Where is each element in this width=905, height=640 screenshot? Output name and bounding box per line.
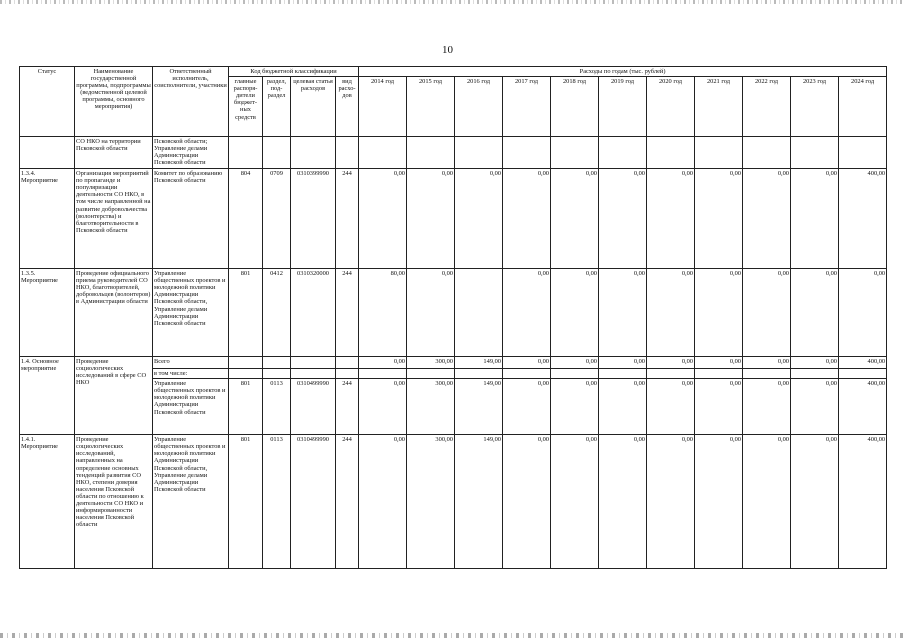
value-cell: 0,00 [599,435,647,569]
kind-cell: 244 [336,269,359,357]
header-target: целевая статья расходов [291,77,336,137]
header-year: 2021 год [695,77,743,137]
value-cell: 0,00 [503,169,551,269]
header-executor: Ответственный исполнитель, соисполнители, участники [153,67,229,137]
section-cell: 0113 [263,379,291,435]
header-year: 2017 год [503,77,551,137]
header-year: 2019 год [599,77,647,137]
section-cell [263,137,291,169]
grbs-cell: 801 [229,435,263,569]
target-cell [291,137,336,169]
table-row [20,137,887,169]
value-cell: 400,00 [839,169,887,269]
target-cell: 0310320000 [291,269,336,357]
header-expenses: Расходы по годам (тыс. рублей) [359,67,887,77]
scan-artifact-top [0,0,905,4]
value-cell: 0,00 [551,379,599,435]
value-cell: 400,00 [839,379,887,435]
table-row [20,435,887,569]
kind-cell [336,137,359,169]
value-cell: 0,00 [647,269,695,357]
value-cell: 0,00 [647,435,695,569]
value-cell: 0,00 [359,435,407,569]
value-cell [503,137,551,169]
status-cell: 1.4. Основное мероприятие [20,357,75,435]
section-cell: 0709 [263,169,291,269]
value-cell: 300,00 [407,435,455,569]
kind-cell: 244 [336,379,359,435]
executor-cell: Всего [153,357,229,369]
executor-cell: в том числе: [153,369,229,379]
value-cell: 0,00 [407,169,455,269]
page-number: 10 [442,44,453,56]
target-cell: 0310399990 [291,169,336,269]
value-cell [455,137,503,169]
section-cell: 0412 [263,269,291,357]
executor-cell: Управление общественных проектов и молодежной политики Администрации Псковской области, Управление делами Администрации Псковской области [153,435,229,569]
value-cell: 0,00 [503,379,551,435]
target-cell: 0310499990 [291,379,336,435]
value-cell [743,137,791,169]
value-cell: 0,00 [647,169,695,269]
value-cell: 0,00 [695,435,743,569]
header-status: Статус [20,67,75,137]
target-cell [291,357,336,369]
name-cell: Проведение социологических исследований в сфере СО НКО [75,357,153,435]
table-row [20,169,887,269]
value-cell: 80,00 [359,269,407,357]
executor-cell: Псковской области; Управление делами Администрации Псковской области [153,137,229,169]
value-cell: 0,00 [647,357,695,369]
header-year: 2014 год [359,77,407,137]
value-cell: 0,00 [743,357,791,369]
value-cell: 400,00 [839,435,887,569]
grbs-cell [229,137,263,169]
header-grbs: главные распоря-дители бюджет-ных средств [229,77,263,137]
value-cell: 0,00 [695,169,743,269]
value-cell: 0,00 [551,269,599,357]
section-cell [263,357,291,369]
value-cell: 400,00 [839,357,887,369]
kind-cell: 244 [336,169,359,269]
value-cell [599,137,647,169]
budget-table [19,66,887,569]
header-name: Наименование государственной программы, подпрограммы (ведомственной целевой программы, основного мероприятия) [75,67,153,137]
value-cell: 0,00 [359,357,407,369]
table-row [20,357,887,369]
name-cell: Проведение социологических исследований, направленных на определение основных тенденций развития СО НКО, степени доверия населения Псковской области по отношению к деятельности СО НКО и информированности населения Псковской области [75,435,153,569]
header-year: 2020 год [647,77,695,137]
value-cell: 0,00 [359,169,407,269]
value-cell: 0,00 [359,379,407,435]
value-cell: 0,00 [551,357,599,369]
header-year: 2016 год [455,77,503,137]
value-cell: 0,00 [743,435,791,569]
value-cell: 0,00 [599,269,647,357]
value-cell: 300,00 [407,357,455,369]
value-cell [647,137,695,169]
value-cell: 0,00 [599,379,647,435]
kind-cell: 244 [336,435,359,569]
value-cell: 0,00 [503,435,551,569]
grbs-cell: 801 [229,269,263,357]
value-cell: 149,00 [455,435,503,569]
header-row-1 [20,67,887,77]
value-cell: 0,00 [551,169,599,269]
header-section: раздел, под-раздел [263,77,291,137]
status-cell [20,137,75,169]
value-cell: 0,00 [695,269,743,357]
name-cell: Организация мероприятий по пропаганде и популяризации деятельности СО НКО, в том числе направленной на развитие добровольчества (волонтерства) и благотворительности в Псковской области [75,169,153,269]
value-cell: 0,00 [551,435,599,569]
target-cell: 0310499990 [291,435,336,569]
value-cell: 0,00 [599,169,647,269]
header-kind: вид расхо-дов [336,77,359,137]
value-cell: 0,00 [695,379,743,435]
section-cell: 0113 [263,435,291,569]
value-cell: 0,00 [791,269,839,357]
value-cell: 0,00 [791,169,839,269]
grbs-cell: 804 [229,169,263,269]
value-cell: 0,00 [743,169,791,269]
status-cell: 1.4.1. Мероприятие [20,435,75,569]
value-cell: 0,00 [743,379,791,435]
scan-artifact-bottom [0,633,905,638]
value-cell: 0,00 [791,379,839,435]
value-cell [359,137,407,169]
kind-cell [336,357,359,369]
header-year: 2022 год [743,77,791,137]
value-cell: 300,00 [407,379,455,435]
value-cell: 0,00 [503,357,551,369]
value-cell: 0,00 [503,269,551,357]
value-cell: 149,00 [455,379,503,435]
value-cell: 0,00 [791,357,839,369]
value-cell: 0,00 [791,435,839,569]
status-cell: 1.3.4. Мероприятие [20,169,75,269]
value-cell: 0,00 [599,357,647,369]
grbs-cell: 801 [229,379,263,435]
header-budget-classification: Код бюджетной классификации [229,67,359,77]
value-cell [839,137,887,169]
value-cell [407,137,455,169]
status-cell: 1.3.5. Мероприятие [20,269,75,357]
value-cell: 0,00 [743,269,791,357]
header-year: 2018 год [551,77,599,137]
value-cell: 0,00 [455,169,503,269]
executor-cell: Управление общественных проектов и молодежной политики Администрации Псковской области, Управление делами Администрации Псковской области [153,269,229,357]
name-cell: Проведение официального приема руководителей СО НКО, благотворителей, добровольцев (волонтеров) в Администрации области [75,269,153,357]
grbs-cell [229,357,263,369]
value-cell: 0,00 [407,269,455,357]
executor-cell: Комитет по образованию Псковской области [153,169,229,269]
header-year: 2024 год [839,77,887,137]
value-cell: 149,00 [455,357,503,369]
value-cell: 0,00 [695,357,743,369]
value-cell: 0,00 [839,269,887,357]
name-cell: СО НКО на территории Псковской области [75,137,153,169]
value-cell [455,269,503,357]
header-year: 2023 год [791,77,839,137]
value-cell [551,137,599,169]
executor-cell: Управление общественных проектов и молодежной политики Администрации Псковской области [153,379,229,435]
value-cell [695,137,743,169]
value-cell: 0,00 [647,379,695,435]
header-year: 2015 год [407,77,455,137]
table-row [20,269,887,357]
value-cell [791,137,839,169]
